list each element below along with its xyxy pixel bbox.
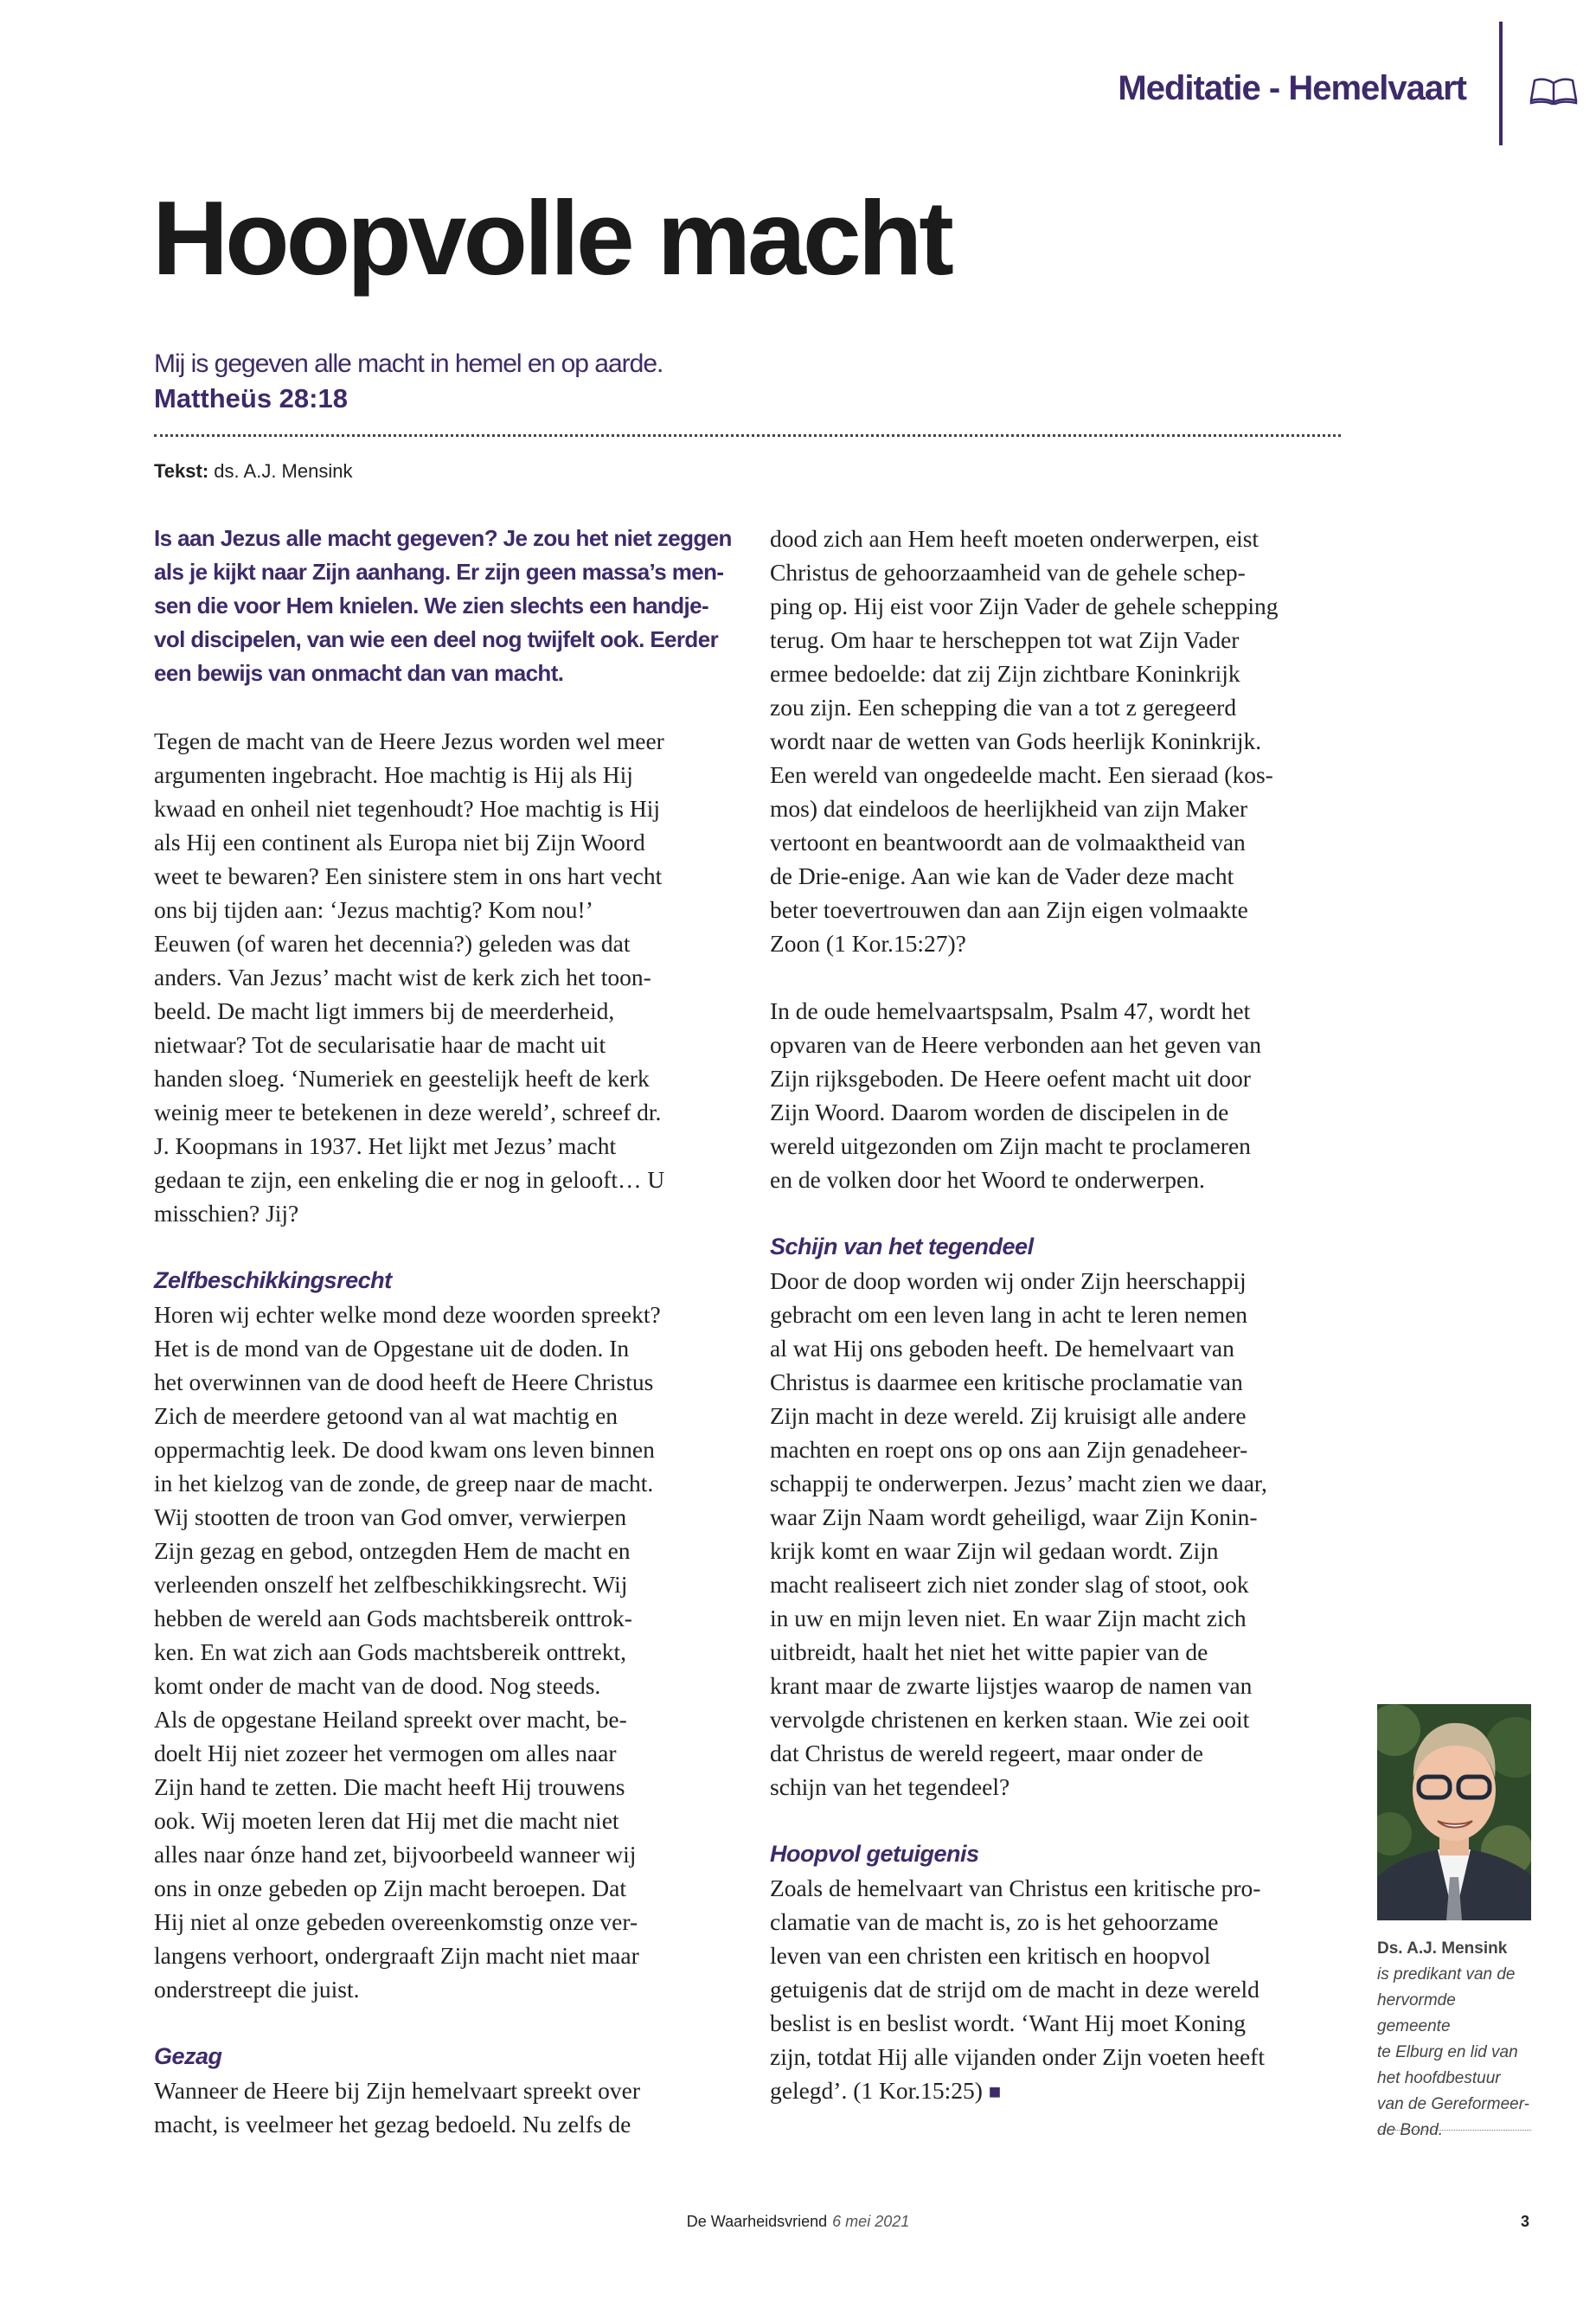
body-line [770, 758, 1358, 792]
line-text: Zijn gezag en gebod, ontzegden Hem de macht en [154, 1537, 631, 1564]
body-line [154, 1028, 742, 1061]
section-heading [770, 1837, 1358, 1871]
body-line [154, 1095, 742, 1129]
body-line [770, 825, 1358, 859]
body-line [154, 724, 742, 758]
line-text: gebracht om een leven lang in acht te leren nemen [770, 1301, 1248, 1328]
body-line [770, 1061, 1358, 1095]
line-text: Schijn van het tegendeel [770, 1234, 1034, 1259]
body-line [154, 1804, 742, 1837]
line-text: Christus is daarmee een kritische proclamatie van [770, 1368, 1243, 1395]
body-line [154, 2107, 742, 2141]
body-line [770, 724, 1358, 758]
body-line [154, 758, 742, 792]
line-text: beter toevertrouwen dan aan Zijn eigen volmaakte [770, 896, 1248, 923]
body-line [770, 1702, 1358, 1736]
paragraph-gap [154, 2006, 742, 2040]
body-line [154, 1129, 742, 1163]
line-text: ons in onze gebeden op Zijn macht beroepen. Dat [154, 1875, 626, 1901]
body-line [154, 1500, 742, 1534]
line-text: dat Christus de wereld regeert, maar onder de [770, 1740, 1203, 1766]
body-line [154, 1736, 742, 1770]
line-text: kwaad en onheil niet tegenhoudt? Hoe machtig is Hij [154, 795, 660, 822]
line-text: doelt Hij niet zozeer het vermogen om alles naar [154, 1740, 617, 1766]
page-number: 3 [1521, 2213, 1530, 2230]
line-text: alles naar ónze hand zet, bijvoorbeeld wanneer wij [154, 1841, 637, 1868]
body-line [770, 1163, 1358, 1196]
body-line [770, 1871, 1358, 1905]
line-text: macht realiseert zich niet zonder slag of stoot, ook [770, 1571, 1249, 1598]
body-line [770, 893, 1358, 926]
author-description-line: te Elburg en lid van [1377, 2043, 1518, 2061]
body-line [770, 2040, 1358, 2073]
body-line [154, 1837, 742, 1871]
body-line [154, 859, 742, 893]
body-line [770, 1365, 1358, 1399]
body-line [154, 825, 742, 859]
body-line [770, 1939, 1358, 1972]
author-name: Ds. A.J. Mensink [1377, 1939, 1508, 1958]
article-column-left [154, 522, 742, 2141]
line-text: in uw en mijn leven niet. En waar Zijn macht zich [770, 1605, 1247, 1631]
line-text: ons bij tijden aan: ‘Jezus machtig? Kom nou!’ [154, 896, 593, 923]
body-line [770, 792, 1358, 825]
line-text: in het kielzog van de zonde, de greep naar de macht. [154, 1470, 654, 1497]
body-line [154, 1466, 742, 1500]
body-line [154, 994, 742, 1028]
body-line [770, 690, 1358, 724]
body-line [154, 1399, 742, 1433]
verse-reference: Mattheüs 28:18 [154, 383, 348, 413]
section-heading [154, 2040, 742, 2073]
body-line [154, 1669, 742, 1702]
line-text: Zich de meerdere getoond van al wat machtig en [154, 1402, 619, 1429]
body-line [770, 994, 1358, 1028]
lead-line [154, 589, 742, 623]
body-line [770, 1129, 1358, 1163]
section-heading [154, 1264, 742, 1298]
body-line [770, 623, 1358, 657]
line-text: misschien? Jij? [154, 1200, 299, 1227]
body-line [154, 1939, 742, 1972]
body-line [154, 960, 742, 994]
line-text: handen sloeg. ‘Numeriek en geestelijk heeft de kerk [154, 1065, 650, 1092]
body-line [770, 1095, 1358, 1129]
header-divider [1499, 22, 1503, 145]
body-line [154, 1601, 742, 1635]
line-text: al wat Hij ons geboden heeft. De hemelvaart van [770, 1335, 1234, 1362]
line-text: Zelfbeschikkingsrecht [154, 1267, 392, 1293]
line-text: Christus de gehoorzaamheid van de gehele schep- [770, 559, 1246, 586]
body-line [770, 522, 1358, 555]
author-description-line: is predikant van de [1377, 1965, 1516, 1984]
body-line [154, 1905, 742, 1939]
line-text: ermee bedoelde: dat zij Zijn zichtbare Koninkrijk [770, 660, 1240, 687]
body-line [154, 1433, 742, 1466]
line-text: vertoont en beantwoordt aan de volmaaktheid van [770, 829, 1246, 856]
byline-label: Tekst: [154, 460, 209, 482]
line-text: weinig meer te betekenen in deze wereld’, schreef dr. [154, 1099, 662, 1125]
lead-line [154, 623, 742, 657]
line-text: anders. Van Jezus’ macht wist de kerk zich het toon- [154, 964, 651, 990]
author-description-line: het hoofdbestuur [1377, 2069, 1501, 2087]
body-line [770, 2006, 1358, 2040]
line-text: Eeuwen (of waren het decennia?) geleden was dat [154, 930, 631, 957]
paragraph-gap [770, 1804, 1358, 1837]
line-text: schappij te onderwerpen. Jezus’ macht zien we daar, [770, 1470, 1267, 1497]
line-text: zou zijn. Een schepping die van a tot z geregeerd [770, 694, 1237, 721]
body-line [770, 1534, 1358, 1567]
line-text: en de volken door het Woord te onderwerpen. [770, 1166, 1205, 1193]
line-text: onderstreept die juist. [154, 1976, 360, 2003]
paragraph-gap [154, 1230, 742, 1264]
byline [154, 460, 352, 483]
line-text: Het is de mond van de Opgestane uit de doden. In [154, 1335, 630, 1362]
author-description-line: van de Gereformeer- [1377, 2095, 1530, 2113]
line-text: Zoon (1 Kor.15:27)? [770, 930, 966, 957]
body-line [770, 859, 1358, 893]
body-line [770, 1264, 1358, 1298]
paragraph-gap [770, 960, 1358, 994]
line-text: als Hij een continent als Europa niet bij Zijn Woord [154, 829, 645, 856]
body-line [770, 1399, 1358, 1433]
line-text: getuigenis dat de strijd om de macht in deze wereld [770, 1976, 1259, 2003]
line-text: macht, is veelmeer het gezag bedoeld. Nu zelfs de [154, 2111, 631, 2138]
body-line [154, 2073, 742, 2107]
lead-line [154, 657, 742, 690]
body-line [154, 1163, 742, 1196]
paragraph-gap [770, 1196, 1358, 1230]
body-line [154, 1365, 742, 1399]
body-line [154, 1972, 742, 2006]
line-text: waar Zijn Naam wordt geheiligd, waar Zijn Konin- [770, 1503, 1258, 1530]
line-text: hebben de wereld aan Gods machtsbereik onttrok- [154, 1605, 632, 1631]
line-text: krant maar de zwarte lijstjes waarop de namen van [770, 1672, 1253, 1699]
body-line [770, 555, 1358, 589]
line-text: ook. Wij moeten leren dat Hij met die macht niet [154, 1807, 619, 1834]
paragraph-gap [154, 690, 742, 724]
line-text: dood zich aan Hem heeft moeten onderwerpen, eist [770, 525, 1259, 552]
body-line [154, 792, 742, 825]
issue-date: 6 mei 2021 [832, 2213, 910, 2230]
line-text: Is aan Jezus alle macht gegeven? Je zou het niet zeggen [154, 525, 732, 551]
line-text: Als de opgestane Heiland spreekt over macht, be- [154, 1706, 627, 1733]
author-photo [1377, 1704, 1531, 1920]
line-text: Hij niet al onze gebeden overeenkomstig onze ver- [154, 1908, 638, 1935]
body-line [770, 1433, 1358, 1466]
line-text: J. Koopmans in 1937. Het lijkt met Jezus’ macht [154, 1132, 617, 1159]
body-line [154, 1534, 742, 1567]
line-text: een bewijs van onmacht dan van macht. [154, 660, 564, 686]
page-footer [0, 2213, 1596, 2231]
body-line [154, 1567, 742, 1601]
line-text: Hoopvol getuigenis [770, 1841, 979, 1867]
line-text: Wij stootten de troon van God omver, verwierpen [154, 1503, 627, 1530]
body-line [770, 1500, 1358, 1534]
line-text: opvaren van de Heere verbonden aan het geven van [770, 1031, 1262, 1058]
publication-name: De Waarheidsvriend [686, 2213, 828, 2230]
author-description-line: hervormde gemeente [1377, 1991, 1456, 2035]
line-text: Door de doop worden wij onder Zijn heerschappij [770, 1267, 1247, 1294]
line-text: Zijn Woord. Daarom worden de discipelen in de [770, 1099, 1229, 1125]
line-text: weet te bewaren? Een sinistere stem in ons hart vecht [154, 862, 663, 889]
line-text: terug. Om haar te herscheppen tot wat Zijn Vader [770, 626, 1240, 653]
line-text: als je kijkt naar Zijn aanhang. Er zijn geen massa’s men- [154, 559, 724, 585]
line-text: mos) dat eindeloos de heerlijkheid van zijn Maker [770, 795, 1248, 822]
body-line [154, 1196, 742, 1230]
caption-divider [1377, 2130, 1531, 2131]
body-line [154, 1770, 742, 1804]
line-text: zijn, totdat Hij alle vijanden onder Zijn voeten heeft [770, 2043, 1265, 2070]
line-text: argumenten ingebracht. Hoe machtig is Hij als Hij [154, 761, 633, 788]
author-description-line: de Bond. [1377, 2121, 1444, 2139]
body-line [770, 1331, 1358, 1365]
body-line [770, 1635, 1358, 1669]
line-text: Zijn macht in deze wereld. Zij kruisigt alle andere [770, 1402, 1247, 1429]
line-text: de Drie-enige. Aan wie kan de Vader deze macht [770, 862, 1234, 889]
body-line [770, 2073, 1358, 2107]
lead-line [154, 522, 742, 555]
line-text: schijn van het tegendeel? [770, 1773, 1010, 1800]
body-line [154, 1635, 742, 1669]
body-line [154, 1298, 742, 1331]
line-text: gedaan te zijn, een enkeling die er nog in gelooft… U [154, 1166, 665, 1193]
body-line [154, 893, 742, 926]
line-text: oppermachtig leek. De dood kwam ons leven binnen [154, 1436, 655, 1463]
line-text: krijk komt en waar Zijn wil gedaan wordt. Zijn [770, 1537, 1219, 1564]
dotted-divider [154, 434, 1341, 437]
line-text: machten en roept ons op ons aan Zijn genadeheer- [770, 1436, 1248, 1463]
line-text: ping op. Hij eist voor Zijn Vader de gehele schepping [770, 593, 1279, 619]
line-text: Zijn hand te zetten. Die macht heeft Hij trouwens [154, 1773, 625, 1800]
line-text: Wanneer de Heere bij Zijn hemelvaart spreekt over [154, 2077, 641, 2104]
section-label: Meditatie - Hemelvaart [1118, 69, 1466, 107]
end-mark-icon: ■ [988, 2081, 1002, 2104]
body-line [770, 1028, 1358, 1061]
body-line [154, 926, 742, 960]
body-line [770, 657, 1358, 690]
line-text: beslist is en beslist wordt. ‘Want Hij moet Koning [770, 2009, 1247, 2036]
line-text: Zoals de hemelvaart van Christus een kritische pro- [770, 1875, 1261, 1901]
line-text: beeld. De macht ligt immers bij de meerderheid, [154, 997, 615, 1024]
body-line [770, 1736, 1358, 1770]
line-text: Een wereld van ongedeelde macht. Een sieraad (kos- [770, 761, 1273, 788]
line-text: vol discipelen, van wie een deel nog twijfelt ook. Eerder [154, 626, 719, 652]
body-line [154, 1061, 742, 1095]
line-text: Tegen de macht van de Heere Jezus worden wel meer [154, 727, 664, 754]
line-text: langens verhoort, ondergraaft Zijn macht niet maar [154, 1942, 639, 1969]
line-text: wereld uitgezonden om Zijn macht te proclameren [770, 1132, 1251, 1159]
line-text: clamatie van de macht is, zo is het gehoorzame [770, 1908, 1219, 1935]
body-line [154, 1702, 742, 1736]
body-line [770, 589, 1358, 623]
line-text: In de oude hemelvaartspsalm, Psalm 47, wordt het [770, 997, 1251, 1024]
body-line [770, 1770, 1358, 1804]
body-line [770, 1567, 1358, 1601]
line-text: Zijn rijksgeboden. De Heere oefent macht uit door [770, 1065, 1251, 1092]
bible-verse: Mij is gegeven alle macht in hemel en op aarde. [154, 349, 663, 378]
lead-line [154, 555, 742, 589]
article-column-right [770, 522, 1358, 2107]
body-line [770, 1972, 1358, 2006]
line-text: leven van een christen een kritisch en hoopvol [770, 1942, 1211, 1969]
body-line [154, 1331, 742, 1365]
line-text: het overwinnen van de dood heeft de Heere Christus [154, 1368, 654, 1395]
line-text: komt onder de macht van de dood. Nog steeds. [154, 1672, 601, 1699]
line-text: sen die voor Hem knielen. We zien slechts een handje- [154, 593, 709, 619]
body-line [770, 926, 1358, 960]
body-line [154, 1871, 742, 1905]
line-text: nietwaar? Tot de secularisatie haar de macht uit [154, 1031, 606, 1058]
line-text: ken. En wat zich aan Gods machtsbereik onttrekt, [154, 1638, 626, 1665]
line-text: gelegd’. (1 Kor.15:25) [770, 2077, 983, 2104]
section-heading [770, 1230, 1358, 1264]
body-line [770, 1466, 1358, 1500]
article-title: Hoopvolle macht [152, 179, 951, 297]
byline-author: ds. A.J. Mensink [214, 460, 353, 482]
line-text: wordt naar de wetten van Gods heerlijk Koninkrijk. [770, 727, 1262, 754]
body-line [770, 1298, 1358, 1331]
line-text: vervolgde christenen en kerken staan. Wie zei ooit [770, 1706, 1250, 1733]
body-line [770, 1601, 1358, 1635]
line-text: Gezag [154, 2043, 222, 2069]
body-line [770, 1669, 1358, 1702]
author-caption [1377, 1936, 1533, 2144]
line-text: uitbreidt, haalt het niet het witte papier van de [770, 1638, 1208, 1665]
open-book-icon [1529, 76, 1578, 107]
line-text: Horen wij echter welke mond deze woorden spreekt? [154, 1301, 661, 1328]
line-text: verleenden onszelf het zelfbeschikkingsrecht. Wij [154, 1571, 628, 1598]
body-line [770, 1905, 1358, 1939]
